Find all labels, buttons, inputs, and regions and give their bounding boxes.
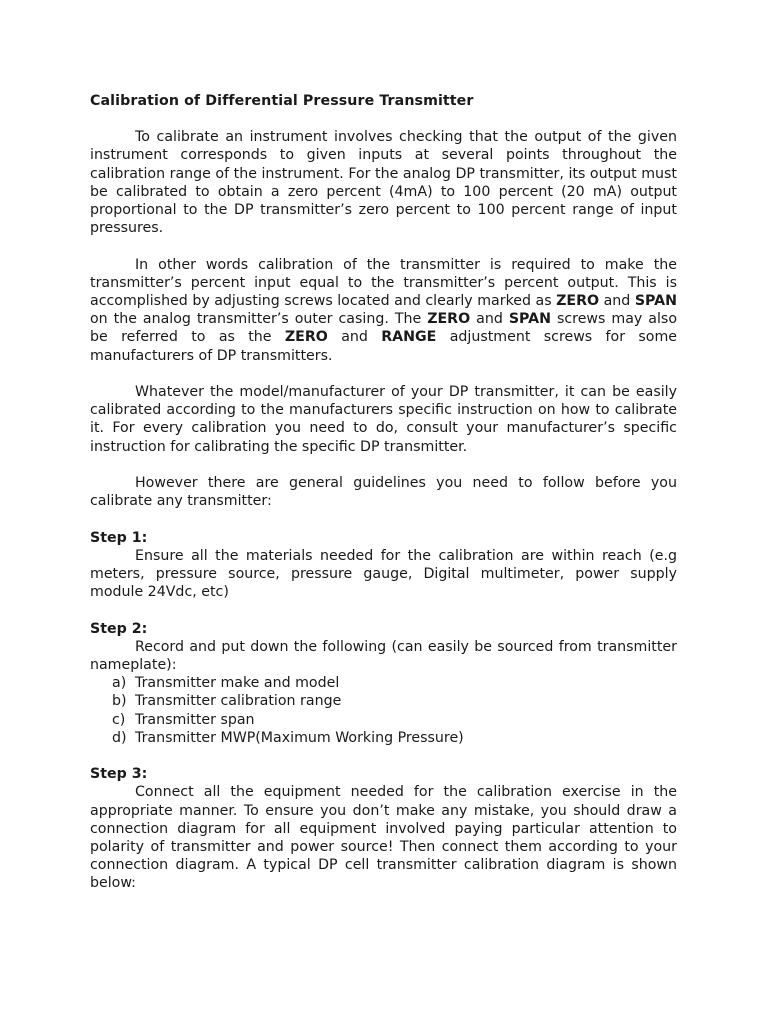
paragraph-4 (90, 474, 677, 510)
text-segment: and (327, 329, 382, 346)
paragraph-1 (90, 128, 677, 237)
list-item (90, 729, 677, 747)
document-page (90, 92, 677, 911)
text-segment: Whatever the model/manufacturer of your DP transmitter, it can be easily calibrated according to the manufacturers specific instruction on how to calibrate it. For every calibration you need to do, consult your manufacturer’s specific instruction for calibrating the specific DP transmitter. (90, 384, 677, 455)
list-item-text: Transmitter make and model (135, 675, 340, 692)
text-segment: screws may also be referred to as the (90, 311, 678, 346)
list-item (90, 674, 677, 692)
step-text: Ensure all the materials needed for the calibration are within reach (e.g meters, pressure source, pressure gauge, Digital multimeter, power supply module 24Vdc, etc) (90, 547, 677, 601)
step-text: Record and put down the following (can easily be sourced from transmitter nameplate): (90, 638, 677, 674)
paragraph-2 (90, 256, 677, 365)
text-segment: To calibrate an instrument involves checking that the output of the given instrument corresponds to given inputs at several points throughout the calibration range of the instrument. For the analog DP transmitter, its output must be calibrated to obtain a zero percent (4mA) to 100 percent (20 mA) output proportional to the DP transmitter’s zero percent to 100 percent range of input pressures. (90, 129, 677, 237)
text-segment: and (599, 293, 635, 310)
list-item-text: Transmitter calibration range (135, 693, 342, 710)
text-segment: However there are general guidelines you need to follow before you calibrate any transmitter: (90, 475, 677, 510)
document-title: Calibration of Differential Pressure Transmitter (90, 93, 474, 109)
text-segment: In other words calibration of the transmitter is required to make the transmitter’s percent input equal to the transmitter’s percent output. This is accomplished by adjusting screws located and clearly marked as (90, 256, 677, 310)
step-heading: Step 2: (90, 620, 148, 637)
bold-term: RANGE (381, 329, 437, 346)
bold-term: ZERO (427, 311, 471, 328)
step-text: Connect all the equipment needed for the calibration exercise in the appropriate manner. To ensure you don’t make any mistake, you should draw a connection diagram for all equipment involved paying particular attention to polarity of transmitter and power source! Then connect them according to your connection diagram. A typical DP cell transmitter calibration diagram is shown below: (90, 784, 677, 892)
text-segment: on the analog transmitter’s outer casing. The (90, 311, 428, 328)
bold-term: SPAN (508, 311, 551, 328)
step-1 (90, 529, 677, 602)
text-segment: adjustment screws for some manufacturers of DP transmitters. (90, 329, 678, 364)
list-item-text: Transmitter MWP(Maximum Working Pressure) (135, 729, 464, 746)
step-list (90, 674, 677, 747)
step-heading: Step 1: (90, 529, 148, 546)
list-item (90, 692, 677, 710)
list-item (90, 711, 677, 729)
step-3 (90, 765, 677, 892)
bold-term: SPAN (634, 293, 677, 310)
bold-term: ZERO (284, 329, 328, 346)
list-marker: d) (112, 729, 127, 746)
list-marker: a) (112, 675, 127, 692)
step-2 (90, 620, 677, 747)
text-segment: and (470, 311, 509, 328)
paragraph-3 (90, 383, 677, 456)
steps-section (90, 529, 677, 893)
intro-paragraphs (90, 128, 677, 510)
list-marker: c) (112, 711, 126, 728)
list-item-text: Transmitter span (135, 711, 255, 728)
step-heading: Step 3: (90, 766, 148, 783)
bold-term: ZERO (556, 293, 600, 310)
list-marker: b) (112, 693, 127, 710)
